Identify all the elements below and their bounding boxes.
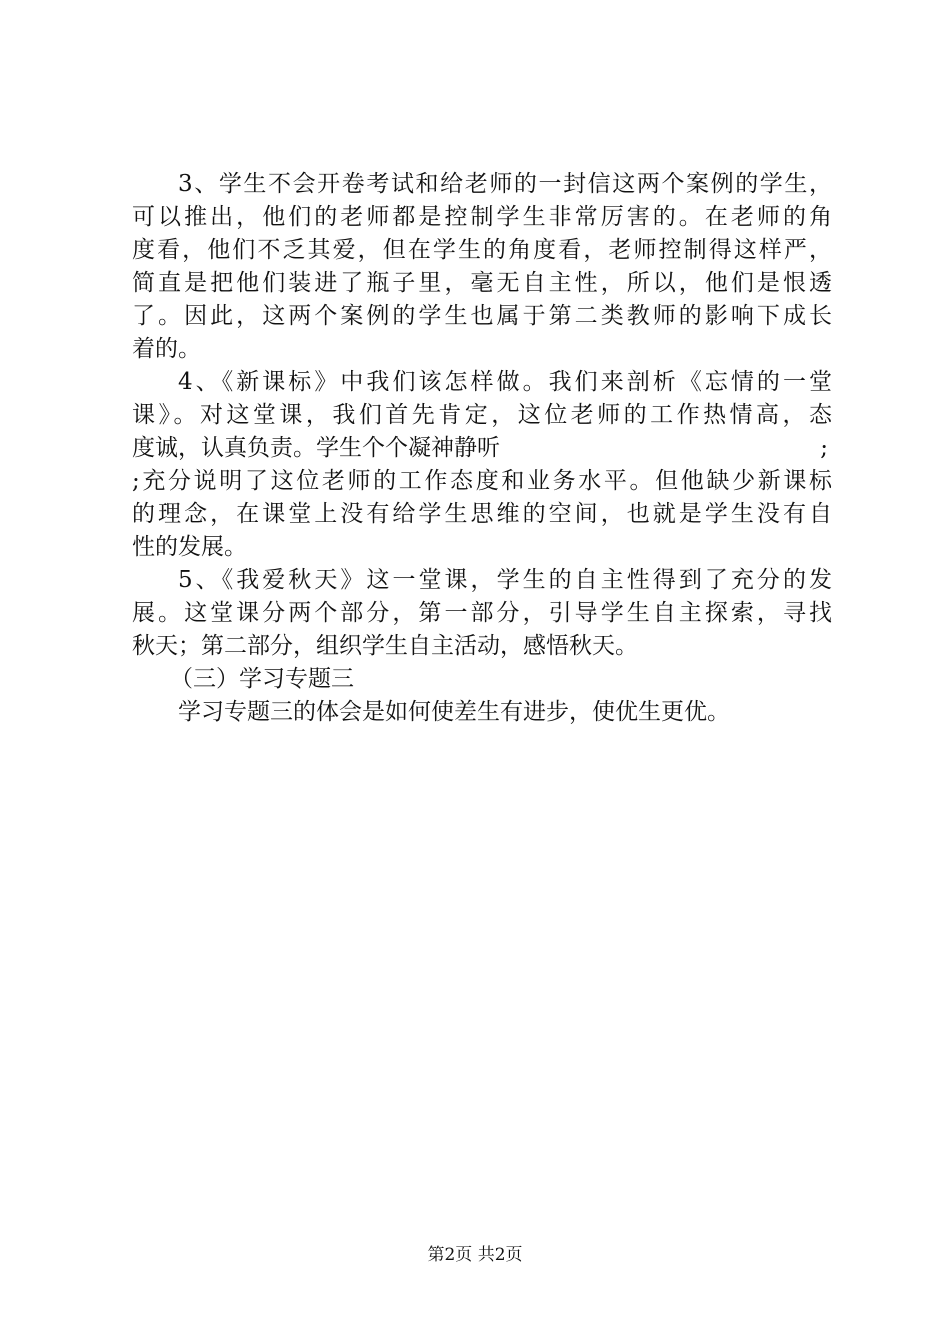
page-number-footer: 第2页 共2页 [427,1245,523,1265]
paragraph-line: 度看，他们不乏其爱，但在学生的角度看，老师控制得这样严， [132,237,832,263]
paragraph-line: 5、《我爱秋天》这一堂课，学生的自主性得到了充分的发 [178,567,832,593]
paragraph-line: ;充分说明了这位老师的工作态度和业务水平。但他缺少新课标 [132,468,832,494]
paragraph-line [132,432,832,465]
paragraph-line: 了。因此，这两个案例的学生也属于第二类教师的影响下成长 [132,303,832,329]
paragraph-line: 秋天；第二部分，组织学生自主活动，感悟秋天。 [132,633,638,659]
paragraph-line: 着的。 [132,336,201,362]
paragraph-item-4 [132,366,832,564]
paragraph-line: 简直是把他们装进了瓶子里，毫无自主性，所以，他们是恨透 [132,270,832,296]
document-body [132,168,832,729]
paragraph-line: 的理念，在课堂上没有给学生思维的空间，也就是学生没有自 [132,501,832,527]
paragraph-line: 性的发展。 [132,534,247,560]
paragraph-line: 可以推出，他们的老师都是控制学生非常厉害的。在老师的角 [132,204,832,230]
closing-sentence: 学习专题三的体会是如何使差生有进步，使优生更优。 [178,699,730,725]
paragraph-line: 课》。对这堂课，我们首先肯定，这位老师的工作热情高，态 [132,402,832,428]
paragraph-line: 展。这堂课分两个部分，第一部分，引导学生自主探索，寻找 [132,600,832,626]
paragraph-line: 4、《新课标》中我们该怎样做。我们来剖析《忘情的一堂 [178,369,832,395]
paragraph-item-3 [132,168,832,366]
paragraph-line-text: 度诚，认真负责。学生个个凝神静听 [132,435,500,461]
paragraph-line-tail: ; [820,435,828,461]
paragraph-item-5 [132,564,832,663]
paragraph-line: 3、学生不会开卷考试和给老师的一封信这两个案例的学生， [178,171,832,197]
section-heading: （三）学习专题三 [170,666,354,692]
